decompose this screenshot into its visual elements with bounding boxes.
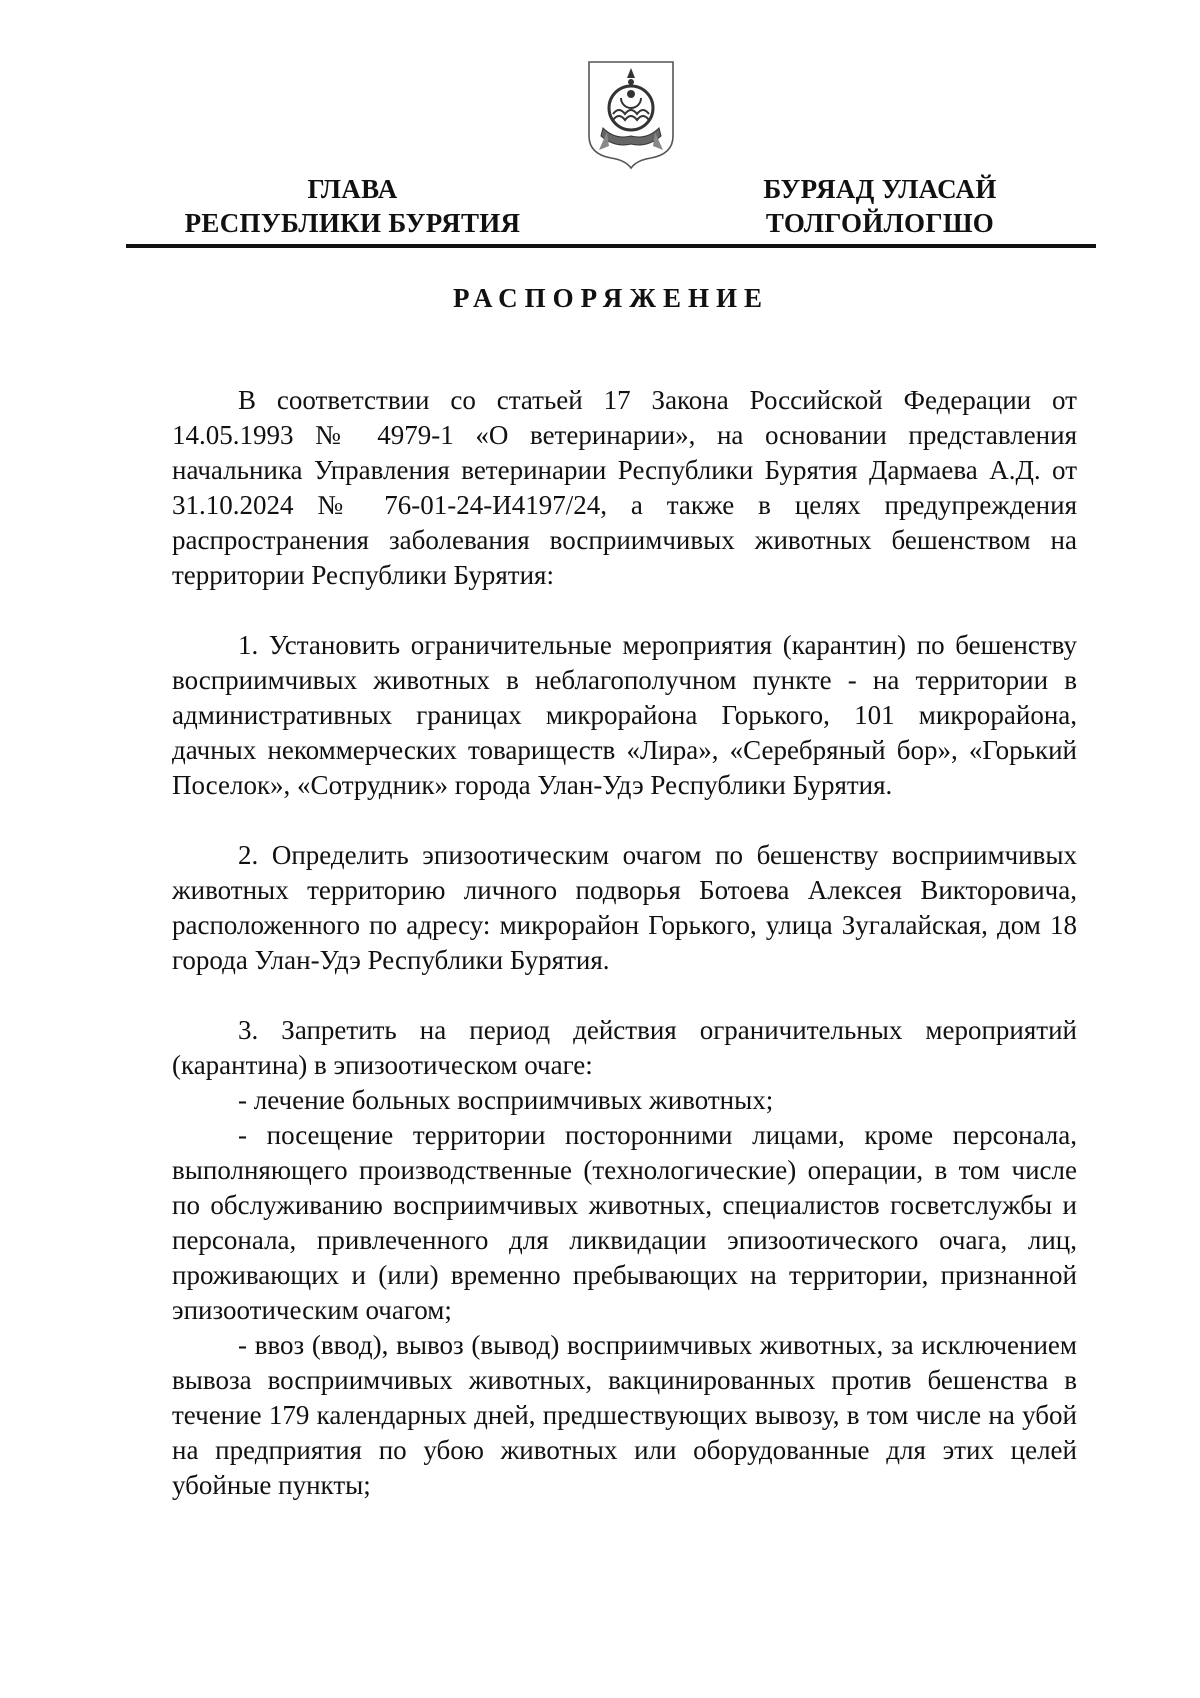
clause-2: 2. Определить эпизоотическим очагом по бешенству восприимчивых животных территорию личного подворья Ботоева Алексея Викторовича, расположенного по адресу: микрорайон Горького, улица Зугалайская, дом 18 города Улан-Удэ Республики Бурятия.: [172, 840, 1077, 975]
issuer-name-buryat: [735, 172, 1025, 240]
clause-3-item-c: - ввоз (ввод), вывоз (вывод) восприимчивых животных, за исключением вывоза восприимчивых животных, вакцинированных против бешенства в течение 179 календарных дней, предшествующих вывозу, в том числе на убой на предприятия по убою животных или оборудованные для этих целей убойные пункты;: [172, 1330, 1077, 1500]
issuer-buryat-line1: БУРЯАД УЛАСАЙ: [763, 174, 997, 204]
issuer-name-russian: [170, 172, 535, 240]
issuer-buryat-line2: ТОЛГОЙЛОГШО: [765, 208, 995, 238]
clause-1: 1. Установить ограничительные мероприятия (карантин) по бешенству восприимчивых животных в неблагополучном пункте - на территории в административных границах микрорайона Горького, 101 микрорайона, дачных некоммерческих товариществ «Лира», «Серебряный бор», «Горький Поселок», «Сотрудник» города Улан-Удэ Республики Бурятия.: [172, 630, 1077, 800]
intro-paragraph: В соответствии со статьей 17 Закона Российской Федерации от 14.05.1993 № 4979-1 «О ветеринарии», на основании представления начальника Управления ветеринарии Республики Бурятия Дармаева А.Д. от 31.10.2024 № 76-01-24-И4197/24, а также в целях предупреждения распространения заболевания восприимчивых животных бешенством на территории Республики Бурятия:: [172, 385, 1077, 590]
document-title: РАСПОРЯЖЕНИЕ: [452, 283, 770, 313]
clause-3: 3. Запретить на период действия ограничительных мероприятий (карантина) в эпизоотическом очаге:: [172, 1015, 1077, 1080]
document-body: [172, 383, 1077, 1503]
issuer-title-line: ГЛАВА: [307, 174, 398, 204]
clause-3-item-b: - посещение территории посторонними лицами, кроме персонала, выполняющего производственные (технологические) операции, в том числе по обслуживанию восприимчивых животных, специалистов госветслужбы и персонала, привлеченного для ликвидации эпизоотического очага, лиц, проживающих и (или) временно пребывающих на территории, признанной эпизоотическим очагом;: [172, 1120, 1077, 1325]
header-divider: [126, 244, 1096, 248]
clause-3-item-a: - лечение больных восприимчивых животных;: [238, 1085, 774, 1115]
issuer-republic-line: РЕСПУБЛИКИ БУРЯТИЯ: [184, 208, 521, 238]
coat-of-arms-icon: [585, 58, 677, 170]
